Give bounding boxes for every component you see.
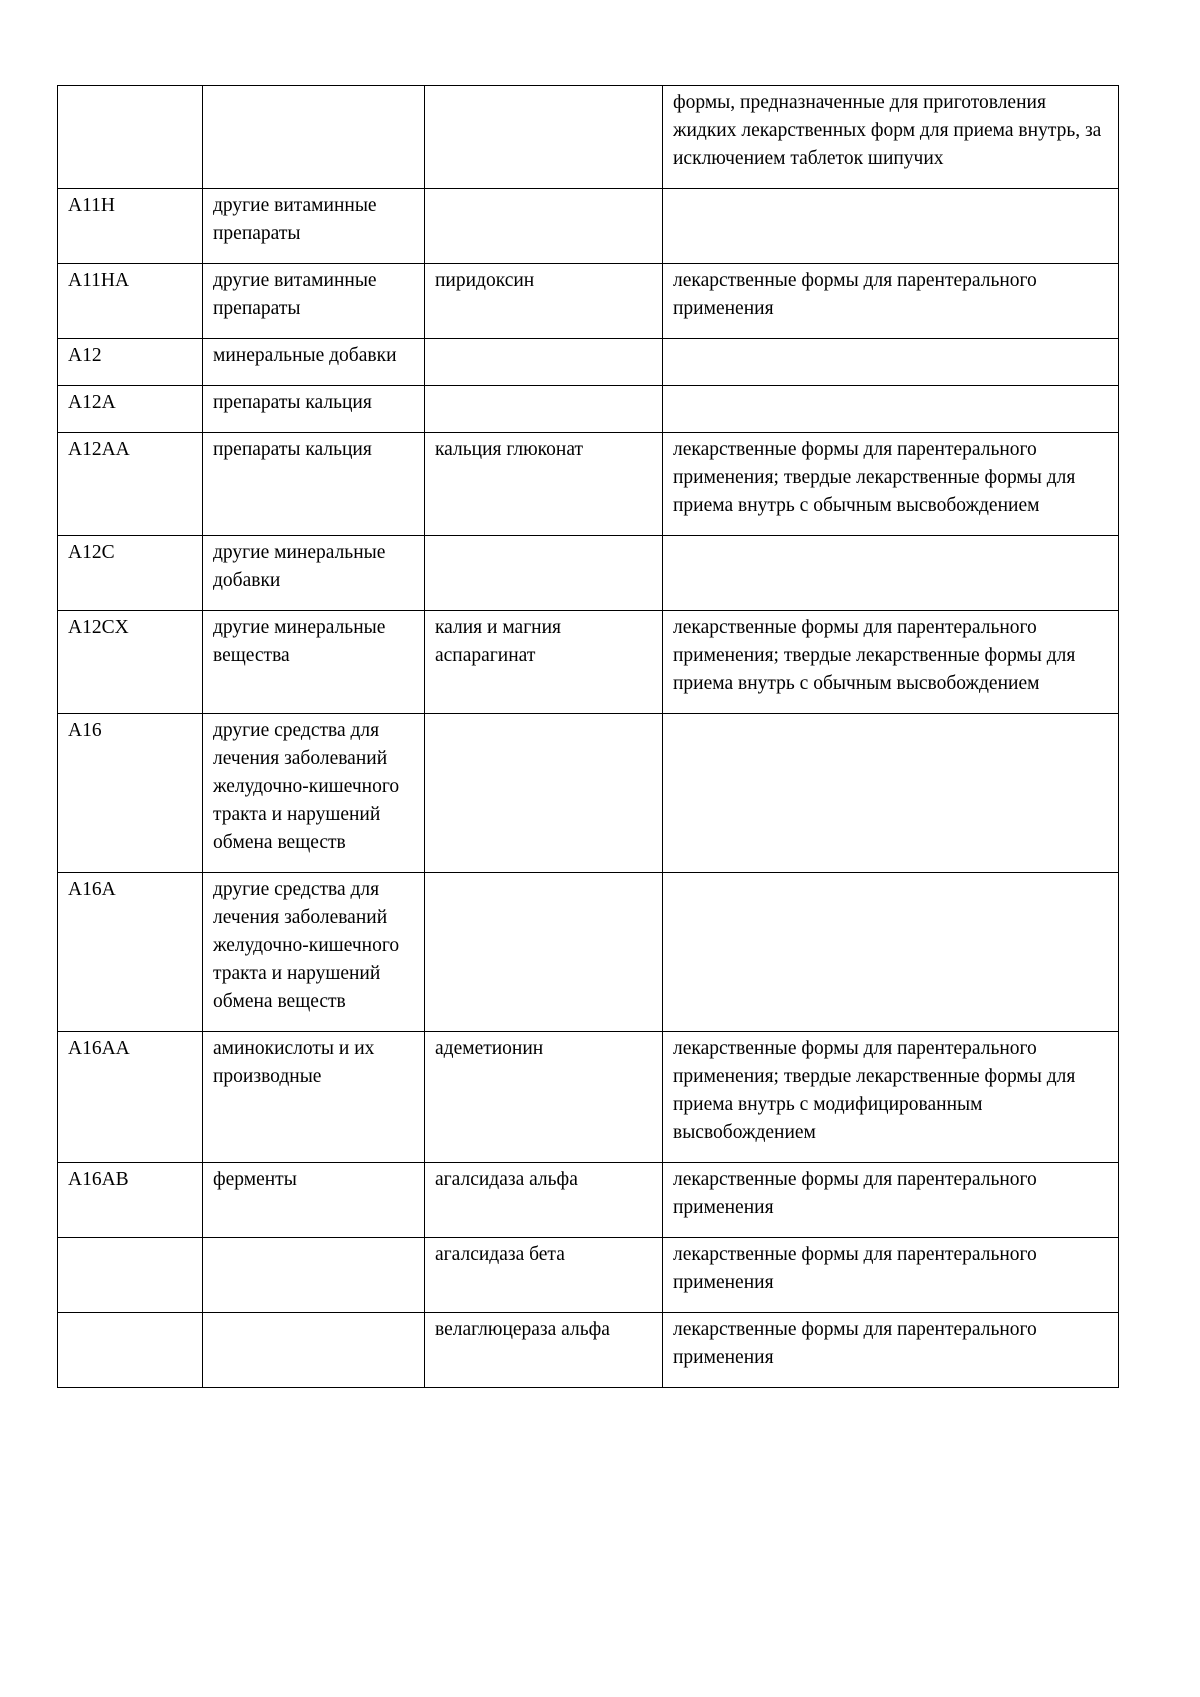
group-name-cell: другие минеральные вещества <box>203 611 425 714</box>
drug-name-cell <box>425 536 663 611</box>
drug-name-cell: агалсидаза бета <box>425 1238 663 1313</box>
atc-code-cell: A12AA <box>58 433 203 536</box>
group-name-cell: ферменты <box>203 1163 425 1238</box>
drug-name-cell <box>425 86 663 189</box>
dosage-form-cell: лекарственные формы для парентерального применения; твердые лекарственные формы для приема внутрь с обычным высвобождением <box>663 433 1119 536</box>
table-row <box>58 189 1119 264</box>
dosage-form-cell: лекарственные формы для парентерального применения; твердые лекарственные формы для приема внутрь с обычным высвобождением <box>663 611 1119 714</box>
atc-code-cell: A12A <box>58 386 203 433</box>
drug-name-cell <box>425 339 663 386</box>
group-name-cell: аминокислоты и их производные <box>203 1032 425 1163</box>
dosage-form-cell <box>663 714 1119 873</box>
drug-list-table <box>57 85 1119 1388</box>
table-row <box>58 873 1119 1032</box>
table-row <box>58 714 1119 873</box>
table-row <box>58 1163 1119 1238</box>
drug-name-cell: велаглюцераза альфа <box>425 1313 663 1388</box>
atc-code-cell: A16A <box>58 873 203 1032</box>
table-row <box>58 1032 1119 1163</box>
dosage-form-cell: лекарственные формы для парентерального применения <box>663 264 1119 339</box>
group-name-cell <box>203 1238 425 1313</box>
dosage-form-cell: формы, предназначенные для приготовления жидких лекарственных форм для приема внутрь, за исключением таблеток шипучих <box>663 86 1119 189</box>
dosage-form-cell: лекарственные формы для парентерального применения; твердые лекарственные формы для приема внутрь с модифицированным высвобождением <box>663 1032 1119 1163</box>
group-name-cell: другие витаминные препараты <box>203 189 425 264</box>
atc-code-cell <box>58 86 203 189</box>
atc-code-cell: A16 <box>58 714 203 873</box>
atc-code-cell: A16AA <box>58 1032 203 1163</box>
group-name-cell <box>203 1313 425 1388</box>
atc-code-cell: A12C <box>58 536 203 611</box>
group-name-cell: другие витаминные препараты <box>203 264 425 339</box>
group-name-cell <box>203 86 425 189</box>
drug-name-cell: агалсидаза альфа <box>425 1163 663 1238</box>
table-row <box>58 386 1119 433</box>
dosage-form-cell <box>663 339 1119 386</box>
atc-code-cell: A12CX <box>58 611 203 714</box>
atc-code-cell: A12 <box>58 339 203 386</box>
group-name-cell: минеральные добавки <box>203 339 425 386</box>
table-row <box>58 536 1119 611</box>
dosage-form-cell <box>663 386 1119 433</box>
drug-name-cell: пиридоксин <box>425 264 663 339</box>
table-row <box>58 433 1119 536</box>
atc-code-cell <box>58 1238 203 1313</box>
drug-name-cell: кальция глюконат <box>425 433 663 536</box>
dosage-form-cell: лекарственные формы для парентерального применения <box>663 1313 1119 1388</box>
group-name-cell: препараты кальция <box>203 433 425 536</box>
dosage-form-cell <box>663 873 1119 1032</box>
atc-code-cell <box>58 1313 203 1388</box>
group-name-cell: другие средства для лечения заболеваний желудочно-кишечного тракта и нарушений обмена веществ <box>203 873 425 1032</box>
table-row <box>58 1313 1119 1388</box>
table-row <box>58 264 1119 339</box>
atc-code-cell: A11H <box>58 189 203 264</box>
drug-name-cell: адеметионин <box>425 1032 663 1163</box>
atc-code-cell: A11HA <box>58 264 203 339</box>
drug-name-cell <box>425 873 663 1032</box>
drug-name-cell <box>425 386 663 433</box>
atc-code-cell: A16AB <box>58 1163 203 1238</box>
table-row <box>58 1238 1119 1313</box>
group-name-cell: препараты кальция <box>203 386 425 433</box>
table-row <box>58 86 1119 189</box>
dosage-form-cell <box>663 536 1119 611</box>
table-row <box>58 339 1119 386</box>
group-name-cell: другие минеральные добавки <box>203 536 425 611</box>
table-row <box>58 611 1119 714</box>
dosage-form-cell: лекарственные формы для парентерального применения <box>663 1238 1119 1313</box>
dosage-form-cell: лекарственные формы для парентерального применения <box>663 1163 1119 1238</box>
drug-name-cell <box>425 189 663 264</box>
dosage-form-cell <box>663 189 1119 264</box>
drug-name-cell <box>425 714 663 873</box>
group-name-cell: другие средства для лечения заболеваний желудочно-кишечного тракта и нарушений обмена веществ <box>203 714 425 873</box>
drug-name-cell: калия и магния аспарагинат <box>425 611 663 714</box>
